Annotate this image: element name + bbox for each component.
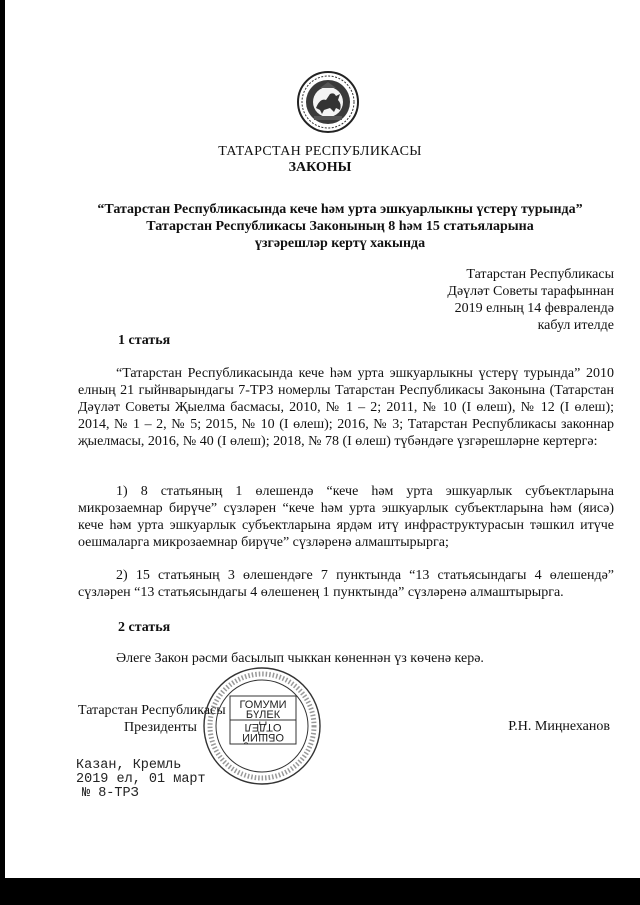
official-stamp-icon — [200, 664, 324, 788]
stamp-text: ГОМУМИ — [239, 699, 287, 711]
adoption-line: Татарстан Республикасы — [466, 267, 614, 282]
scan-bottom-border — [0, 878, 640, 905]
article-1-item-2: 2) 15 статьяның 3 өлешендәге 7 пунктында “13 статьясындагы 4 өлешендә” сүзләрен “13 статьясындагы 4 өлешенең 1 пунктында” сүзләренә алмаштырырга. — [78, 568, 614, 600]
stamp-text-inverted: ОБЩИЙ — [242, 731, 284, 743]
signatory-name: Р.Н. Миңнеханов — [508, 719, 610, 734]
signing-date: 2019 ел, 01 март — [76, 772, 206, 787]
article-1-paragraph: “Татарстан Республикасында кече һәм урта эшкуарлыкны үстерү турында” 2010 елның 21 гыйнварындагы 7-ТРЗ номерлы Татарстан Республикасы Законына (Татарстан Дәүләт Советы Җыелма басмасы, 2010, № 1 – 2; 2011, № 10 (I өлеш), № 12 (I өлеш); 2014, № 1 – 2, № 5; 2015, № 10 (I өлеш); 2016, № 3; Татарстан Республикасы законнар җыелмасы, 2016, № 40 (I өлеш); 2018, № 78 (I өлеш) түбәндәге үзгәрешләрне кертергә: — [78, 366, 614, 449]
stamp-text: БҮЛЕК — [245, 709, 281, 721]
signatory-position-line: Татарстан Республикасы — [78, 703, 226, 718]
article-2-paragraph: Әлеге Закон рәсми басылып чыккан көненнән үз көченә керә. — [116, 651, 484, 666]
signatory-position-line: Президенты — [124, 720, 197, 735]
signing-city: Казан, Кремль — [76, 758, 182, 773]
article-1-item-1: 1) 8 статьяның 1 өлешендә “кече һәм урта эшкуарлык субъектларына микрозаемнар бирүче” сүзләрен “кече һәм урта эшкуарлык субъектларына һәм (яисә) кече һәм урта эшкуарлык субъектларына ярдәм итү инфраструктурасын тәшкил итүче оешмаларга микрозаемнар бирүче” сүзләренә алмаштырырга; — [78, 484, 614, 550]
document-type: ЗАКОНЫ — [288, 160, 352, 175]
scan-left-border — [0, 0, 5, 905]
law-title — [40, 201, 640, 252]
adoption-line: 2019 елның 14 февралендә — [454, 301, 614, 316]
adoption-note — [447, 266, 614, 334]
tatarstan-emblem-icon — [296, 70, 360, 134]
law-number: № 8-ТРЗ — [82, 786, 139, 801]
law-title-line: Татарстан Республикасы Законының 8 һәм 15 статьяларына — [146, 219, 534, 234]
law-title-line: “Татарстан Республикасында кече һәм урта эшкуарлыкны үстерү турында” — [97, 202, 583, 217]
adoption-line: Дәүләт Советы тарафыннан — [447, 284, 614, 299]
article-1-heading: 1 статья — [118, 333, 171, 348]
signing-place-date — [76, 759, 206, 801]
law-title-line: үзгәрешләр кертү хакында — [254, 236, 426, 251]
article-2-heading: 2 статья — [118, 620, 171, 635]
stamp-text-inverted: ОТДЕЛ — [244, 721, 282, 733]
adoption-line: кабул ителде — [537, 318, 614, 333]
republic-name: ТАТАРСТАН РЕСПУБЛИКАСЫ — [218, 144, 422, 159]
